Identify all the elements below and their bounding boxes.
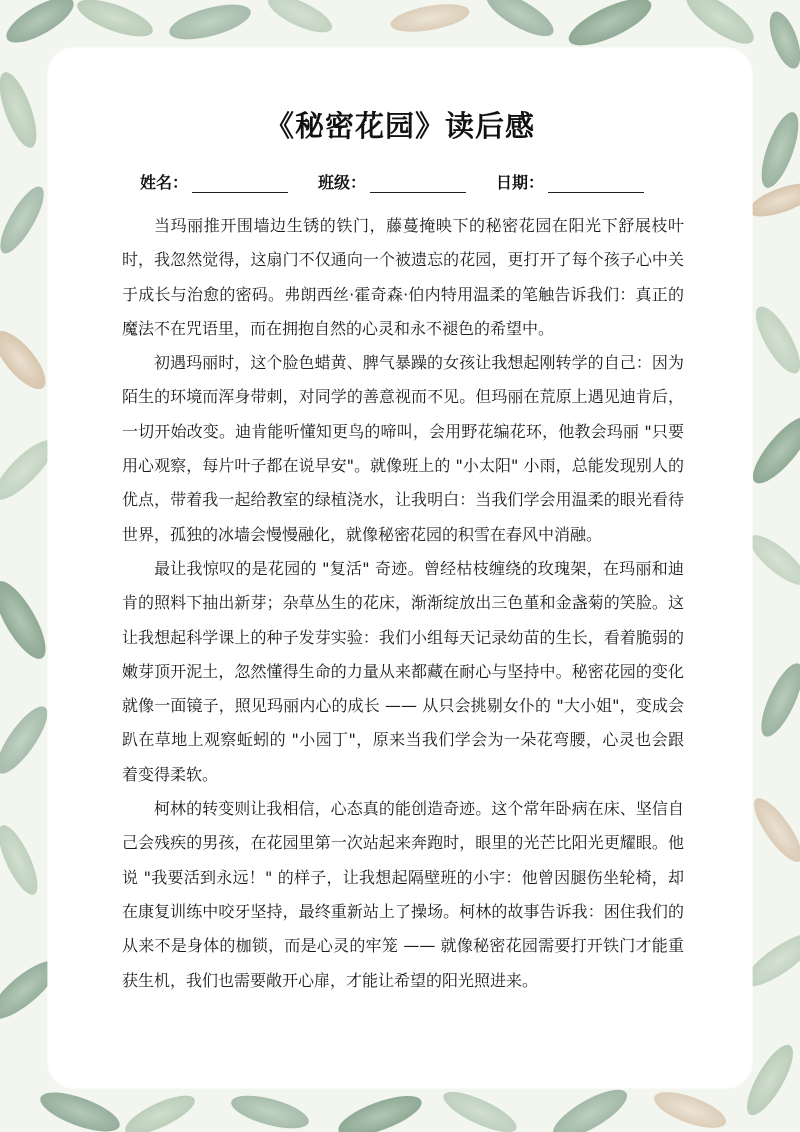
- leaf-icon: [563, 0, 657, 55]
- class-field: [318, 170, 482, 193]
- leaf-icon: [679, 0, 761, 52]
- date-blank: [548, 175, 644, 193]
- name-field: [140, 170, 304, 193]
- leaf-icon: [120, 1088, 199, 1132]
- leaf-icon: [166, 0, 254, 46]
- leaf-icon: [0, 574, 55, 665]
- name-label: 姓名：: [139, 173, 188, 192]
- date-label: 日期：: [496, 173, 545, 192]
- leaf-icon: [0, 820, 45, 899]
- leaf-icon: [36, 1084, 125, 1132]
- leaf-icon: [73, 0, 157, 44]
- leaf-icon: [753, 658, 800, 741]
- leaf-icon: [439, 1084, 522, 1132]
- paragraph: 柯林的转变则让我相信，心态真的能创造奇迹。这个常年卧病在床、坚信自己会残疾的男孩，在花园里第一次站起来奔跑时，眼里的光芒比阳光更耀眼。他说 "我要活到永远！" 的样子，让我想起隔壁班的小宇：他曾因腿伤坐轮椅，却在康复训练中咬牙坚持，最终重新站上了操场。柯林的故事告诉我：困住我们的从来不是身体的枷锁，而是心灵的牢笼 —— 就像秘密花园需要打开铁门才能重获生机，我们也需要敞开心扉，才能让希望的阳光照进来。: [122, 799, 684, 990]
- paragraph: 初遇玛丽时，这个脸色蜡黄、脾气暴躁的女孩让我想起刚转学的自己：因为陌生的环境而浑身带刺，对同学的善意视而不见。但玛丽在荒原上遇见迪肯后，一切开始改变。迪肯能听懂知更鸟的啼叫，会用野花编花环，他教会玛丽 "只要用心观察，每片叶子都在说早安"。就像班上的 "小太阳" 小雨，总能发现别人的优点，带着我一起给教室的绿植浇水，让我明白：当我们学会用温柔的眼光看待世界，孤独的冰墙会慢慢融化，就像秘密花园的积雪在春风中消融。: [122, 353, 684, 544]
- class-blank: [370, 175, 466, 193]
- leaf-icon: [748, 301, 800, 380]
- page-title: 《秘密花园》读后感: [264, 109, 535, 143]
- leaf-icon: [650, 1085, 730, 1132]
- paragraph: 最让我惊叹的是花园的 "复活" 奇迹。曾经枯枝缠绕的玫瑰架，在玛丽和迪肯的照料下抽出新芽；杂草丛生的花床，渐渐绽放出三色堇和金盏菊的笑脸。这让我想起科学课上的种子发芽实验：我们小组每天记录幼苗的生长，看着脆弱的嫩芽顶开泥土，忽然懂得生命的力量从来都藏在耐心与坚持中。秘密花园的变化就像一面镜子，照见玛丽内心的成长 —— 从只会挑剔女仆的 "大小姐"，变成会趴在草地上观察蚯蚓的 "小园丁"，原来当我们学会为一朵花弯腰，心灵也会跟着变得柔软。: [122, 558, 684, 784]
- leaf-icon: [0, 323, 54, 396]
- leaf-icon: [389, 0, 472, 37]
- leaf-icon: [228, 1089, 312, 1132]
- essay-body: [122, 209, 684, 998]
- date-field: [496, 170, 660, 193]
- class-label: 班级：: [317, 173, 366, 192]
- leaf-icon: [547, 1081, 634, 1132]
- paragraph: 当玛丽推开围墙边生锈的铁门，藤蔓掩映下的秘密花园在阳光下舒展枝叶时，我忽然觉得，这扇门不仅通向一个被遗忘的花园，更打开了每个孩子心中关于成长与治愈的密码。弗朗西丝·霍奇森·伯内特用温柔的笔触告诉我们：真正的魔法不在咒语里，而在拥抱自然的心灵和永不褪色的希望中。: [122, 216, 684, 338]
- name-blank: [192, 175, 288, 193]
- leaf-icon: [746, 792, 800, 868]
- leaf-icon: [481, 0, 560, 44]
- leaf-icon: [763, 8, 800, 73]
- leaf-icon: [744, 409, 800, 491]
- leaf-icon: [0, 0, 80, 51]
- student-info-row: [0, 170, 800, 193]
- leaf-icon: [263, 0, 337, 40]
- leaf-icon: [334, 1088, 426, 1132]
